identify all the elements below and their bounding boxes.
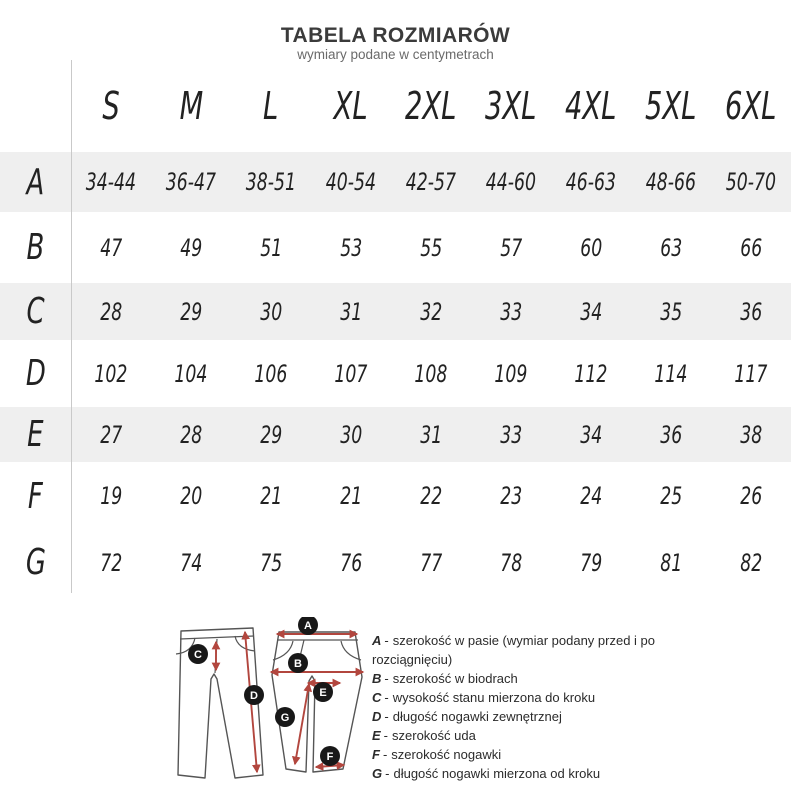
legend-text: szerokość nogawki bbox=[391, 747, 502, 762]
size-cell: 34 bbox=[579, 420, 602, 449]
size-header-s: S bbox=[102, 84, 120, 128]
table-row-d bbox=[0, 340, 791, 407]
size-cell: 102 bbox=[94, 359, 128, 388]
size-cell: 29 bbox=[179, 297, 202, 326]
legend-letter: G bbox=[372, 766, 383, 781]
size-cell: 60 bbox=[579, 233, 602, 262]
size-cell: 77 bbox=[419, 548, 442, 577]
measurement-marker-g bbox=[275, 707, 295, 727]
table-row-g bbox=[0, 530, 791, 595]
vertical-divider bbox=[71, 60, 72, 593]
size-cell: 26 bbox=[739, 482, 762, 510]
size-header-5xl: 5XL bbox=[645, 84, 697, 128]
size-cell: 32 bbox=[419, 297, 442, 326]
size-cell: 79 bbox=[579, 548, 602, 577]
size-cell: 33 bbox=[499, 297, 522, 326]
size-cell: 117 bbox=[734, 359, 768, 388]
svg-text:E: E bbox=[319, 687, 327, 699]
size-cell: 38-51 bbox=[245, 168, 297, 196]
size-cell: 55 bbox=[419, 233, 442, 262]
size-cell: 38 bbox=[739, 420, 762, 449]
measurement-marker-e bbox=[313, 682, 333, 702]
size-cell: 66 bbox=[739, 233, 762, 262]
svg-text:F: F bbox=[326, 751, 334, 763]
size-cell: 20 bbox=[179, 482, 202, 510]
size-header-6xl: 6XL bbox=[725, 84, 777, 128]
size-cell: 108 bbox=[414, 359, 448, 388]
size-cell: 36 bbox=[659, 420, 682, 449]
size-header-4xl: 4XL bbox=[565, 84, 617, 128]
size-cell: 106 bbox=[254, 359, 288, 388]
size-cell: 76 bbox=[339, 548, 362, 577]
size-cell: 33 bbox=[499, 420, 522, 449]
size-cell: 29 bbox=[259, 420, 282, 449]
legend-text: długość nogawki mierzona od kroku bbox=[393, 766, 601, 781]
page-title: TABELA ROZMIARÓW bbox=[280, 24, 511, 47]
size-cell: 109 bbox=[494, 359, 528, 388]
size-cell: 114 bbox=[654, 359, 688, 388]
size-cell: 104 bbox=[174, 359, 208, 388]
legend-letter: F bbox=[372, 747, 380, 762]
row-label-c: C bbox=[26, 291, 45, 332]
legend-text: szerokość uda bbox=[392, 728, 476, 743]
size-cell: 23 bbox=[499, 482, 522, 510]
size-cell: 22 bbox=[419, 482, 442, 510]
row-label-a: A bbox=[26, 161, 45, 203]
row-label-g: G bbox=[25, 542, 46, 583]
size-cell: 47 bbox=[99, 233, 122, 262]
measurement-marker-f bbox=[320, 746, 340, 766]
size-cell: 81 bbox=[659, 548, 682, 577]
size-cell: 21 bbox=[339, 482, 362, 510]
size-cell: 75 bbox=[259, 548, 282, 577]
legend-text: szerokość w biodrach bbox=[392, 671, 518, 686]
legend-letter: B bbox=[372, 671, 382, 686]
size-cell: 74 bbox=[179, 548, 202, 577]
legend-letter: E bbox=[372, 728, 381, 743]
legend-text: wysokość stanu mierzona do kroku bbox=[392, 690, 596, 705]
size-header-2xl: 2XL bbox=[405, 84, 457, 128]
row-label-e: E bbox=[27, 414, 44, 455]
legend-item-b: B - szerokość w biodrach bbox=[372, 671, 518, 686]
table-row-a bbox=[0, 152, 791, 212]
measurement-marker-b bbox=[288, 653, 308, 673]
size-cell: 27 bbox=[99, 420, 122, 449]
size-cell: 46-63 bbox=[565, 168, 617, 196]
table-row-e bbox=[0, 407, 791, 462]
size-cell: 31 bbox=[419, 420, 442, 449]
size-cell: 44-60 bbox=[485, 168, 537, 196]
size-cell: 36 bbox=[739, 297, 762, 326]
legend-item-e: E - szerokość uda bbox=[372, 728, 476, 743]
measurement-legend bbox=[372, 617, 682, 797]
table-row-c bbox=[0, 283, 791, 340]
size-header-m: M bbox=[179, 84, 203, 128]
size-cell: 72 bbox=[99, 548, 122, 577]
legend-item-f: F - szerokość nogawki bbox=[372, 747, 502, 762]
size-cell: 78 bbox=[499, 548, 522, 577]
size-cell: 53 bbox=[339, 233, 362, 262]
svg-text:C: C bbox=[194, 649, 202, 661]
legend-letter: C bbox=[372, 690, 382, 705]
size-header-row bbox=[0, 60, 791, 152]
size-cell: 28 bbox=[179, 420, 202, 449]
size-cell: 19 bbox=[99, 482, 122, 510]
size-cell: 24 bbox=[579, 482, 602, 510]
table-row-f bbox=[0, 462, 791, 530]
pants-left-icon bbox=[176, 628, 264, 778]
svg-text:D: D bbox=[250, 690, 258, 702]
row-label-b: B bbox=[26, 227, 45, 268]
size-table bbox=[0, 60, 791, 595]
measurement-guide bbox=[0, 617, 791, 797]
size-cell: 40-54 bbox=[325, 168, 377, 196]
size-cell: 107 bbox=[334, 359, 368, 388]
page-header bbox=[0, 0, 791, 60]
size-cell: 49 bbox=[179, 233, 202, 262]
size-cell: 48-66 bbox=[645, 168, 697, 196]
size-cell: 30 bbox=[339, 420, 362, 449]
size-cell: 28 bbox=[99, 297, 122, 326]
size-header-3xl: 3XL bbox=[485, 84, 537, 128]
legend-item-a: A - szerokość w pasie (wymiar podany przed i po rozciągnięciu) bbox=[372, 633, 656, 667]
pants-diagram-icon bbox=[165, 617, 370, 797]
legend-text: długość nogawki zewnętrznej bbox=[392, 709, 562, 724]
svg-text:A: A bbox=[304, 620, 312, 632]
size-cell: 25 bbox=[659, 482, 682, 510]
size-cell: 82 bbox=[739, 548, 762, 577]
size-cell: 31 bbox=[339, 297, 362, 326]
row-label-d: D bbox=[25, 353, 46, 394]
legend-item-d: D - długość nogawki zewnętrznej bbox=[372, 709, 562, 724]
svg-text:B: B bbox=[294, 658, 302, 670]
size-cell: 35 bbox=[659, 297, 682, 326]
legend-text: szerokość w pasie (wymiar podany przed i po rozciągnięciu) bbox=[372, 633, 656, 667]
table-row-b bbox=[0, 212, 791, 283]
size-header-xl: XL bbox=[333, 84, 368, 128]
page-subtitle: wymiary podane w centymetrach bbox=[297, 47, 494, 62]
size-cell: 21 bbox=[259, 482, 282, 510]
size-cell: 63 bbox=[659, 233, 682, 262]
size-cell: 30 bbox=[259, 297, 282, 326]
svg-text:G: G bbox=[280, 712, 290, 724]
size-cell: 50-70 bbox=[725, 168, 777, 196]
measurement-marker-d bbox=[244, 685, 264, 705]
size-cell: 51 bbox=[259, 233, 282, 262]
size-cell: 57 bbox=[499, 233, 522, 262]
legend-item-g: G - długość nogawki mierzona od kroku bbox=[372, 766, 601, 781]
size-cell: 36-47 bbox=[165, 168, 217, 196]
legend-item-c: C - wysokość stanu mierzona do kroku bbox=[372, 690, 596, 705]
size-cell: 34-44 bbox=[85, 168, 137, 196]
pants-right-icon bbox=[271, 617, 363, 772]
size-cell: 112 bbox=[574, 359, 608, 388]
measurement-marker-c bbox=[188, 644, 208, 664]
size-cell: 34 bbox=[579, 297, 602, 326]
size-header-l: L bbox=[263, 84, 279, 128]
row-label-f: F bbox=[28, 475, 43, 517]
legend-letter: D bbox=[372, 709, 382, 724]
size-cell: 42-57 bbox=[405, 168, 457, 196]
legend-letter: A bbox=[372, 633, 382, 648]
